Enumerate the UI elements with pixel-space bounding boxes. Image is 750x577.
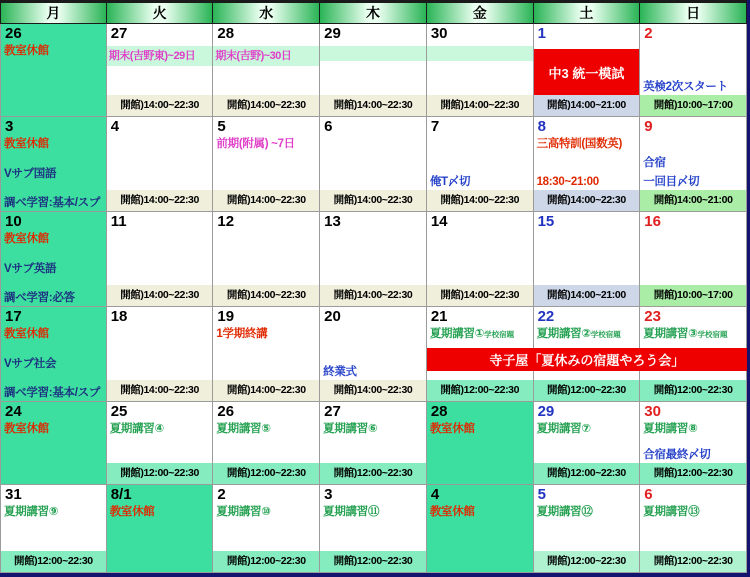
day-cell[interactable] — [0, 485, 107, 573]
event-label — [1, 167, 106, 182]
event-label — [1, 422, 106, 437]
day-cell[interactable] — [107, 307, 214, 402]
day-cell[interactable] — [640, 402, 747, 485]
day-cell[interactable] — [107, 402, 214, 485]
day-content — [427, 137, 533, 190]
event-text: 1学期終講 — [216, 328, 268, 340]
date-label: 18 — [110, 308, 128, 325]
open-hours-label: 開館)12:00~22:30 — [640, 380, 746, 401]
day-content — [320, 137, 426, 190]
date-label: 29 — [537, 403, 555, 420]
day-content — [534, 505, 640, 551]
day-content — [1, 137, 106, 211]
date-label: 5 — [537, 486, 546, 503]
open-hours-label: 開館)12:00~22:30 — [107, 463, 213, 484]
day-cell[interactable] — [213, 485, 320, 573]
event-suffix-label: 学校宿題 — [697, 330, 728, 339]
week-row — [0, 117, 747, 212]
day-cell[interactable] — [534, 402, 641, 485]
date-label: 4 — [430, 486, 440, 503]
date-label: 16 — [644, 213, 661, 230]
day-cell[interactable] — [427, 402, 534, 485]
event-text: 夏期講習① — [429, 328, 485, 340]
date-label: 14 — [430, 213, 448, 230]
event-text: 教室休館 — [4, 45, 49, 57]
day-content — [640, 505, 746, 551]
open-hours-label: 開館)14:00~22:30 — [534, 190, 640, 211]
event-label — [427, 327, 533, 342]
open-hours-label: 開館)14:00~22:30 — [107, 190, 213, 211]
day-cell[interactable] — [0, 212, 107, 307]
day-cell[interactable] — [0, 24, 107, 117]
open-hours-label: 開館)14:00~22:30 — [213, 190, 319, 211]
day-cell[interactable] — [213, 212, 320, 307]
day-content — [427, 422, 533, 484]
day-content — [213, 137, 319, 190]
day-cell[interactable] — [534, 485, 641, 573]
event-text: 夏期講習⑤ — [216, 423, 271, 435]
event-text: 教室休館 — [109, 506, 155, 518]
day-cell[interactable] — [320, 485, 427, 573]
day-cell[interactable] — [640, 485, 747, 573]
day-content — [1, 327, 106, 401]
date-label: 30 — [644, 403, 661, 420]
day-content — [107, 232, 213, 285]
open-hours-label: 開館)14:00~22:30 — [107, 380, 213, 401]
event-text: 三高特訓(国数英) — [536, 138, 623, 150]
open-hours-label: 開館)10:00~17:00 — [640, 285, 746, 306]
event-label — [1, 291, 106, 306]
event-text: 俺T〆切 — [429, 176, 471, 189]
event-text: Vサブ社会 — [4, 357, 57, 370]
day-cell[interactable] — [320, 117, 427, 212]
event-label — [1, 137, 106, 152]
event-label — [640, 448, 746, 463]
day-content — [107, 44, 213, 95]
weekday-header-cell: 金 — [427, 2, 534, 24]
day-content — [427, 44, 533, 95]
event-label — [1, 386, 106, 401]
date-label: 25 — [110, 403, 128, 420]
open-hours-label: 開館)12:00~22:30 — [534, 551, 640, 572]
open-hours-label: 開館)14:00~22:30 — [320, 285, 426, 306]
day-cell[interactable] — [107, 24, 214, 117]
event-label — [107, 505, 213, 520]
day-cell[interactable] — [534, 212, 641, 307]
open-hours-label: 開館)12:00~22:30 — [213, 551, 319, 572]
date-label: 19 — [217, 308, 235, 325]
event-label — [640, 505, 746, 520]
date-label: 2 — [644, 25, 653, 42]
day-cell[interactable] — [640, 24, 747, 117]
date-label: 26 — [5, 25, 22, 42]
date-label: 15 — [537, 213, 555, 230]
table-bottom-border — [0, 573, 747, 577]
event-label — [1, 357, 106, 372]
open-hours-label: 開館)12:00~22:30 — [427, 380, 533, 401]
open-hours-label: 開館)12:00~22:30 — [534, 380, 640, 401]
date-label: 22 — [537, 308, 555, 325]
date-label: 8/1 — [110, 486, 132, 503]
weekday-header-cell: 火 — [107, 2, 214, 24]
event-label — [534, 137, 640, 152]
open-hours-label: 開館)14:00~22:30 — [427, 190, 533, 211]
event-label — [640, 80, 746, 95]
day-cell[interactable] — [107, 485, 214, 573]
event-label — [213, 505, 319, 520]
event-text: 夏期講習⑦ — [536, 423, 591, 435]
day-content — [107, 327, 213, 380]
day-cell[interactable] — [534, 24, 641, 117]
date-label: 31 — [5, 486, 22, 503]
day-cell[interactable] — [213, 402, 320, 485]
event-text: 夏期講習⑨ — [4, 506, 59, 518]
open-hours-label: 開館)14:00~22:30 — [320, 95, 426, 116]
event-text: 夏期講習② — [536, 328, 591, 340]
open-hours-label: 開館)12:00~22:30 — [640, 463, 746, 484]
day-content — [213, 422, 319, 463]
open-hours-label: 開館)14:00~22:30 — [213, 285, 319, 306]
date-label: 3 — [5, 118, 14, 135]
exam-period-band: 期末(吉野)~30日 — [213, 46, 319, 66]
terakoya-span-banner: 寺子屋「夏休みの宿題やろう会」 — [427, 348, 747, 371]
day-content — [640, 232, 746, 285]
date-label: 6 — [324, 118, 333, 135]
event-text: 夏期講習⑪ — [323, 506, 380, 518]
event-label — [534, 327, 640, 342]
event-label — [640, 156, 746, 171]
day-cell[interactable] — [320, 212, 427, 307]
event-label — [1, 262, 106, 277]
event-text: 夏期講習⑬ — [643, 506, 700, 518]
event-text: Vサブ英語 — [4, 262, 57, 275]
event-banner: 中3 統一模試 — [534, 49, 640, 95]
day-cell[interactable] — [0, 117, 107, 212]
date-label: 26 — [217, 403, 235, 420]
event-text: 夏期講習⑧ — [643, 423, 698, 435]
day-content — [427, 232, 533, 285]
weekday-header-cell: 水 — [213, 2, 320, 24]
open-hours-label: 開館)14:00~21:00 — [534, 285, 640, 306]
event-suffix-label: 学校宿題 — [484, 330, 515, 339]
event-text: Vサブ国語 — [4, 167, 57, 180]
event-text: 教室休館 — [4, 328, 49, 340]
date-label: 27 — [324, 403, 341, 420]
day-content — [534, 44, 640, 95]
day-content — [1, 232, 106, 306]
weekday-header-cell: 木 — [320, 2, 427, 24]
day-cell[interactable] — [213, 117, 320, 212]
open-hours-label: 開館)12:00~22:30 — [640, 551, 746, 572]
date-label: 23 — [644, 308, 661, 325]
day-content — [213, 505, 319, 551]
exam-period-band — [320, 46, 426, 61]
day-content — [640, 44, 746, 95]
day-content — [320, 327, 426, 380]
open-hours-label: 開館)14:00~22:30 — [107, 285, 213, 306]
event-text: 教室休館 — [4, 423, 49, 435]
event-label — [427, 505, 533, 520]
day-content — [534, 422, 640, 463]
open-hours-label: 開館)12:00~22:30 — [534, 463, 640, 484]
date-label: 12 — [217, 213, 235, 230]
event-label — [1, 505, 106, 520]
day-content — [640, 422, 746, 463]
event-text: 夏期講習⑥ — [323, 423, 378, 435]
event-label — [1, 196, 106, 211]
week-row — [0, 485, 747, 573]
open-hours-label: 開館)14:00~21:00 — [640, 190, 746, 211]
event-text: 調べ学習:基本/スプ — [4, 197, 101, 210]
event-label — [534, 175, 640, 190]
date-label: 28 — [430, 403, 448, 420]
exam-period-band: 期末(吉野東)~29日 — [107, 46, 213, 66]
weekday-header-cell: 月 — [0, 2, 107, 24]
date-label: 3 — [324, 486, 333, 503]
date-label: 17 — [5, 308, 22, 325]
event-text: 終業式 — [323, 366, 357, 379]
week-row — [0, 307, 747, 402]
event-label — [1, 44, 106, 59]
event-suffix-label: 学校宿題 — [590, 330, 621, 339]
date-label: 30 — [430, 25, 448, 42]
event-text: 合宿 — [643, 157, 666, 169]
event-text: 英検2次スタート — [643, 81, 728, 93]
day-content — [1, 44, 106, 116]
day-content — [107, 505, 213, 572]
date-label: 6 — [644, 486, 653, 503]
event-text: 教室休館 — [429, 423, 475, 435]
date-label: 29 — [324, 25, 341, 42]
event-text: 教室休館 — [4, 138, 49, 150]
open-hours-label: 開館)14:00~22:30 — [427, 285, 533, 306]
day-cell[interactable] — [0, 307, 107, 402]
event-text: 教室休館 — [429, 506, 475, 518]
date-label: 24 — [5, 403, 22, 420]
event-label — [640, 327, 746, 342]
date-label: 1 — [537, 25, 546, 42]
event-text: 一回目〆切 — [643, 176, 700, 189]
open-hours-label: 開館)14:00~22:30 — [320, 190, 426, 211]
event-label — [534, 505, 640, 520]
day-content — [213, 327, 319, 380]
day-cell[interactable] — [427, 24, 534, 117]
day-content — [1, 422, 106, 484]
day-content — [427, 505, 533, 572]
day-content — [320, 505, 426, 551]
event-label — [1, 327, 106, 342]
day-cell[interactable] — [427, 117, 534, 212]
event-label — [1, 232, 106, 247]
day-content — [320, 422, 426, 463]
date-label: 13 — [324, 213, 341, 230]
day-content — [320, 232, 426, 285]
event-label — [427, 175, 533, 190]
date-label: 7 — [430, 118, 440, 135]
open-hours-label: 開館)14:00~21:00 — [534, 95, 640, 116]
event-text: 合宿最終〆切 — [643, 449, 711, 462]
day-cell[interactable] — [534, 117, 641, 212]
day-cell[interactable] — [213, 24, 320, 117]
exam-period-band — [427, 46, 533, 61]
day-content — [1, 505, 106, 551]
day-content — [320, 44, 426, 95]
calendar-body — [0, 24, 747, 573]
day-cell[interactable] — [427, 212, 534, 307]
date-label: 28 — [217, 25, 235, 42]
day-content — [213, 44, 319, 95]
open-hours-label: 開館)14:00~22:30 — [213, 380, 319, 401]
event-text: 夏期講習⑫ — [536, 506, 593, 518]
day-cell[interactable] — [107, 117, 214, 212]
day-content — [534, 232, 640, 285]
day-content — [107, 422, 213, 463]
event-text: 18:30~21:00 — [536, 176, 599, 189]
date-label: 27 — [110, 25, 128, 42]
open-hours-label: 開館)14:00~22:30 — [213, 95, 319, 116]
date-label: 21 — [430, 308, 448, 325]
date-label: 9 — [644, 118, 653, 135]
event-label — [213, 327, 319, 342]
event-label — [320, 505, 426, 520]
day-cell[interactable] — [320, 307, 427, 402]
day-cell[interactable] — [320, 24, 427, 117]
date-label: 11 — [110, 213, 127, 230]
event-text: 前期(附属) ~7日 — [216, 138, 295, 150]
open-hours-label: 開館)14:00~22:30 — [320, 380, 426, 401]
event-label — [640, 175, 746, 190]
day-content — [107, 137, 213, 190]
event-label — [320, 365, 426, 380]
weekday-header-cell: 土 — [534, 2, 641, 24]
day-cell[interactable] — [427, 485, 534, 573]
event-label — [427, 422, 533, 437]
day-cell[interactable] — [0, 402, 107, 485]
event-text: 夏期講習④ — [109, 423, 164, 435]
day-cell[interactable] — [640, 117, 747, 212]
event-text: 調べ学習:必答 — [4, 292, 75, 305]
week-row — [0, 212, 747, 307]
open-hours-label: 開館)14:00~22:30 — [427, 95, 533, 116]
day-cell[interactable] — [213, 307, 320, 402]
day-cell[interactable] — [107, 212, 214, 307]
date-label: 8 — [537, 118, 546, 135]
open-hours-label: 開館)12:00~22:30 — [1, 551, 106, 572]
day-content — [213, 232, 319, 285]
date-label: 5 — [217, 118, 226, 135]
date-label: 20 — [324, 308, 341, 325]
weekday-header-row — [0, 0, 747, 24]
day-content — [534, 137, 640, 190]
date-label: 4 — [110, 118, 120, 135]
event-text: 教室休館 — [4, 233, 49, 245]
date-label: 10 — [5, 213, 22, 230]
day-content — [640, 137, 746, 190]
event-label — [213, 137, 319, 152]
week-row — [0, 24, 747, 117]
week-row — [0, 402, 747, 485]
event-text: 夏期講習⑩ — [216, 506, 271, 518]
open-hours-label: 開館)12:00~22:30 — [320, 463, 426, 484]
weekday-header-cell: 日 — [640, 2, 747, 24]
open-hours-label: 開館)10:00~17:00 — [640, 95, 746, 116]
event-text: 調べ学習:基本/スプ — [4, 387, 101, 400]
event-text: 夏期講習③ — [643, 328, 698, 340]
day-cell[interactable] — [320, 402, 427, 485]
day-cell[interactable] — [640, 212, 747, 307]
open-hours-label: 開館)14:00~22:30 — [107, 95, 213, 116]
open-hours-label: 開館)12:00~22:30 — [320, 551, 426, 572]
date-label: 2 — [217, 486, 226, 503]
open-hours-label: 開館)12:00~22:30 — [213, 463, 319, 484]
